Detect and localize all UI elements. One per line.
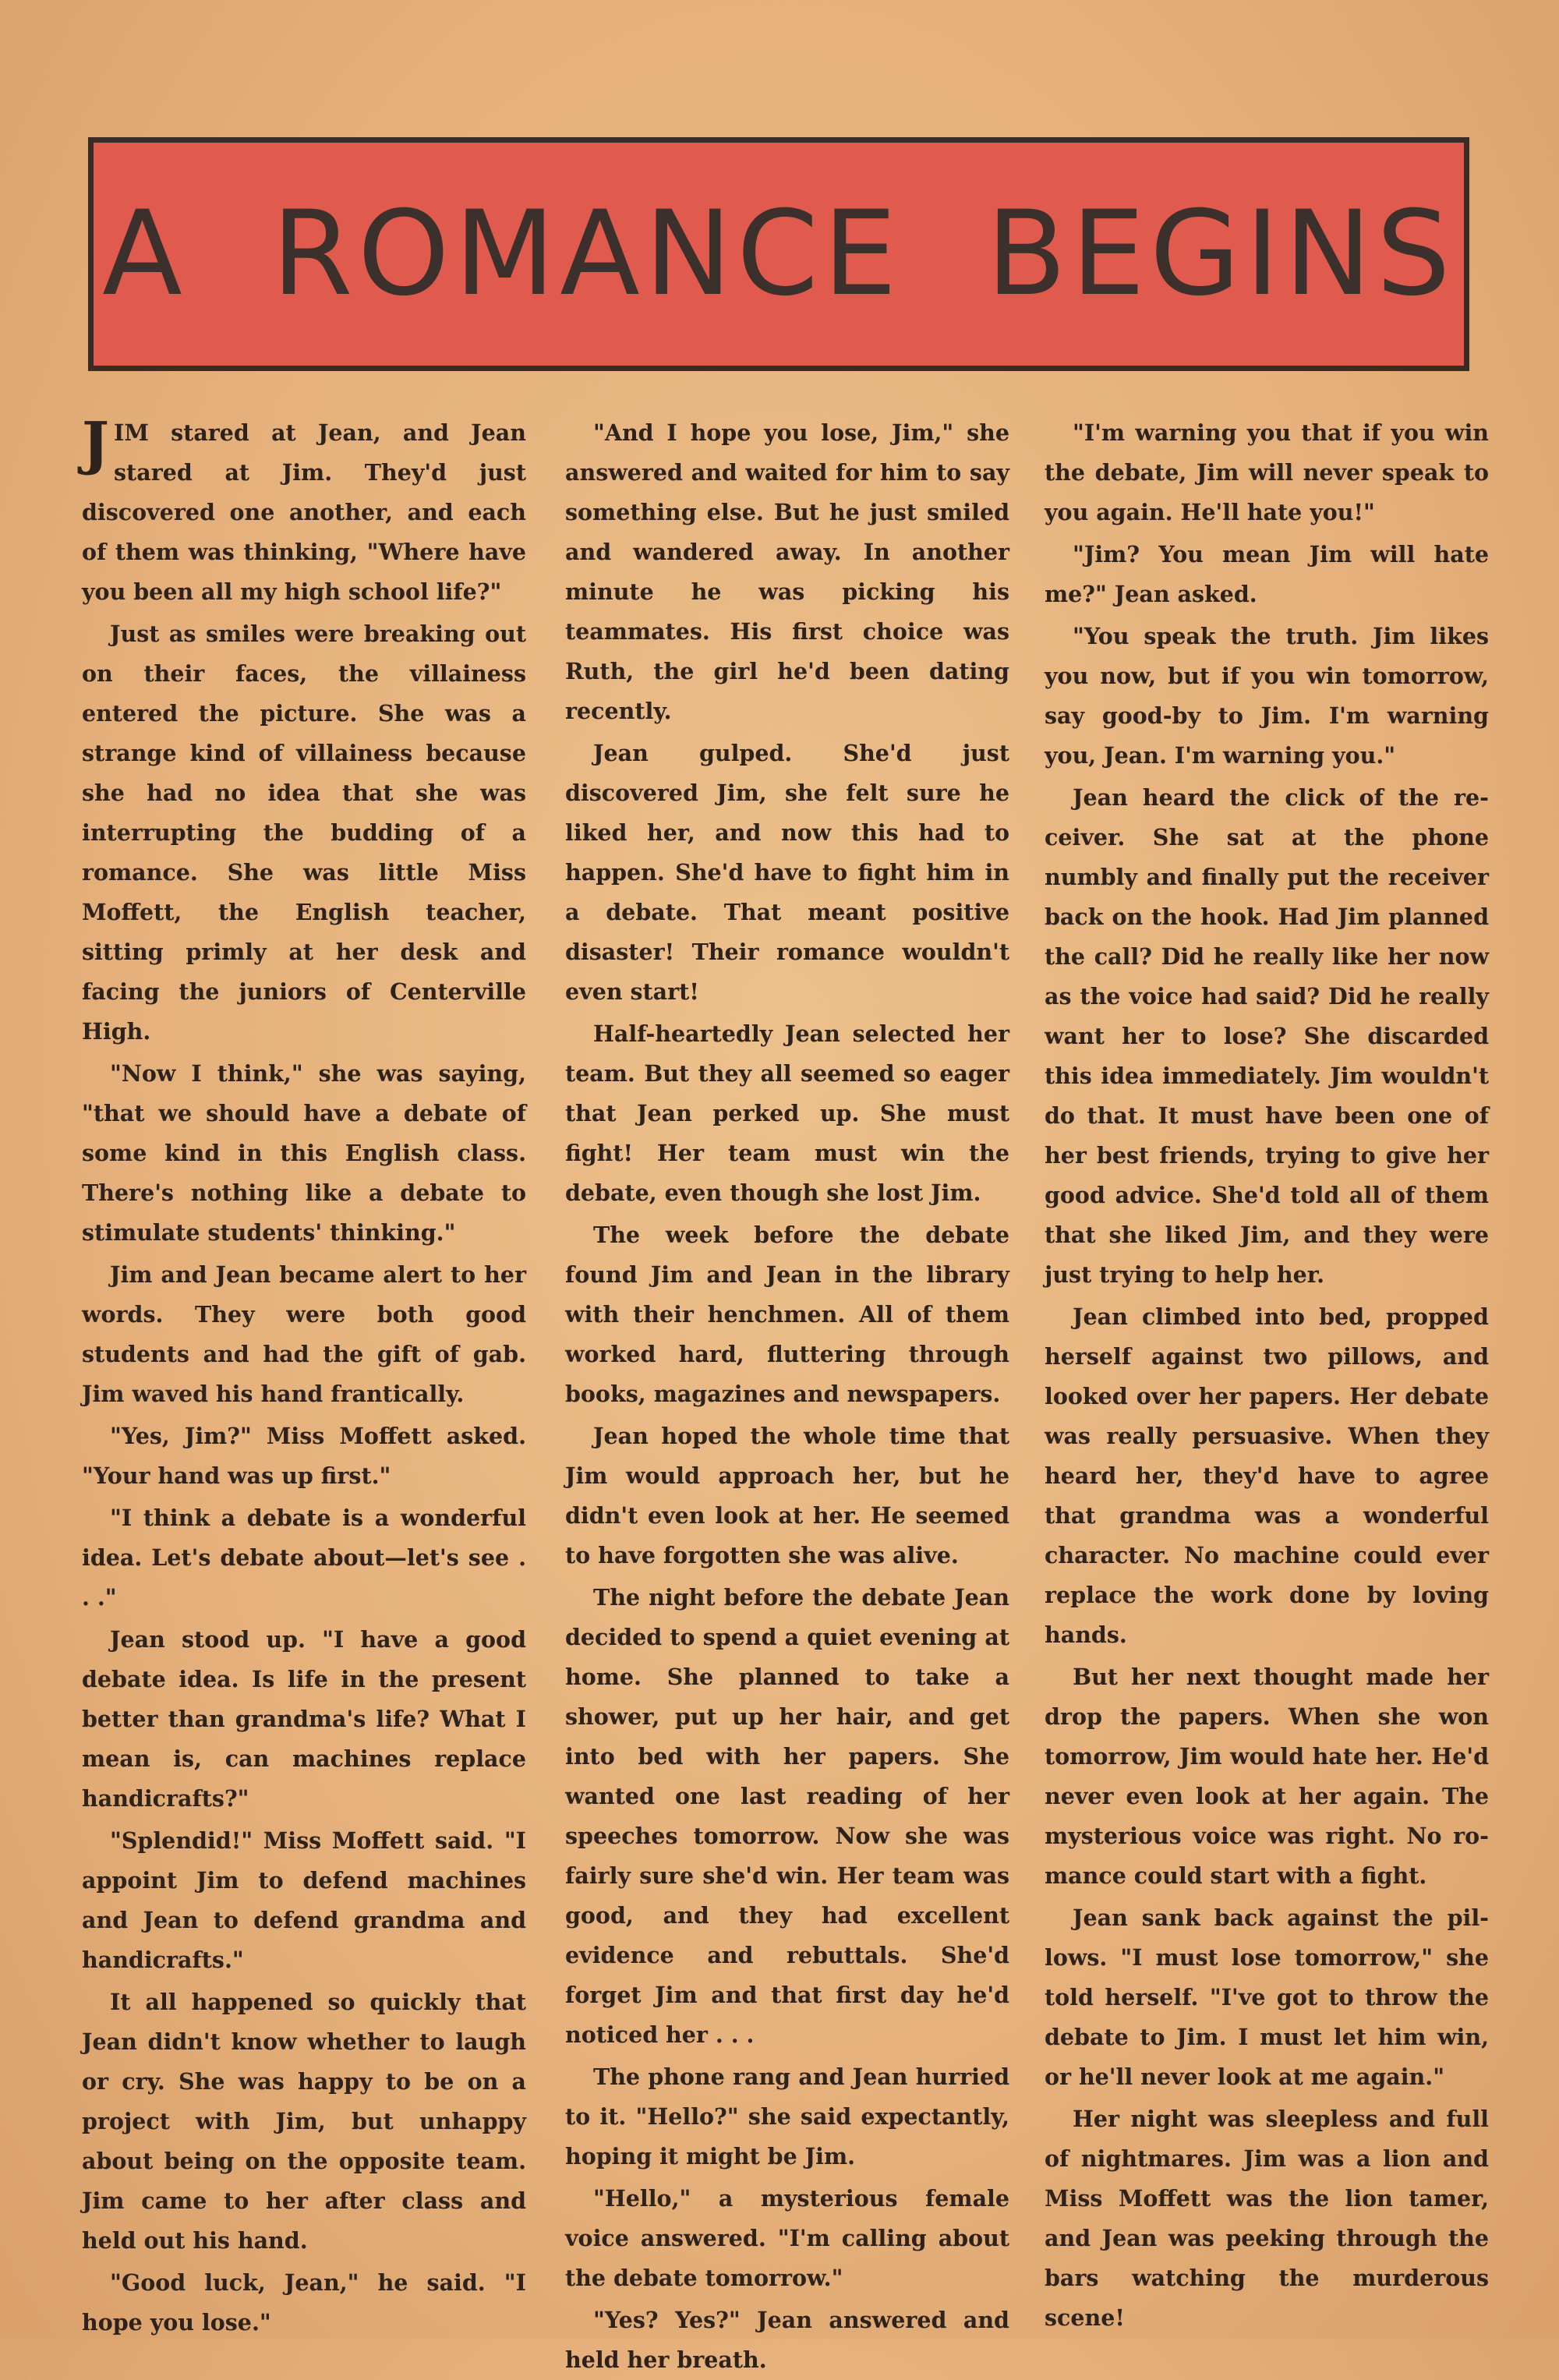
paragraph: It all happened so quickly that Jean didn't know whether to laugh or cry. She was happy to be on a project with Jim, but unhappy about being on the opposite team. Jim came to her after class and held out his hand. [82, 1989, 526, 2254]
paragraph: "Yes? Yes?" Jean answered and held her breath. [565, 2307, 1009, 2373]
paragraph: Jean hoped the whole time that Jim would approach her, but he didn't even look at her. He seemed to have forgotten she was alive. [565, 1423, 1009, 1568]
text-column-2 [565, 413, 1009, 2373]
text-column-3 [1045, 413, 1489, 2331]
paragraph: "Yes, Jim?" Miss Moffett asked. "Your hand was up first." [82, 1423, 526, 1489]
text-column-1 [82, 410, 526, 2336]
paragraph: "I think a debate is a wonderful idea. Let's debate about—let's see . . ." [82, 1505, 526, 1611]
paragraph: "Good luck, Jean," he said. "I hope you lose." [82, 2269, 526, 2336]
paragraph: "And I hope you lose, Jim," she answered and waited for him to say something else. But he just smiled and wandered away. In another minute he was picking his teammates. His first choice was Ruth, the girl he'd been dating recently. [565, 419, 1009, 724]
title-banner [88, 137, 1469, 371]
paragraph: "You speak the truth. Jim likes you now, but if you win tomorrow, say good-by to Jim. I'm warning you, Jean. I'm warning you." [1045, 623, 1489, 769]
paragraph [82, 410, 526, 612]
paragraph: Jean stood up. "I have a good debate idea. Is life in the present better than grandma's life? What I mean is, can machines replace handicrafts?" [82, 1626, 526, 1812]
paragraph: Jean gulped. She'd just discovered Jim, she felt sure he liked her, and now this had to happen. She'd have to fight him in a debate. That meant positive disaster! Their romance wouldn't even start! [565, 740, 1009, 1005]
paragraph: Just as smiles were breaking out on their faces, the villainess entered the picture. She was a strange kind of villainess because she had no idea that she was interrupting the budding of a romance. She was little Miss Moffett, the English teacher, sitting primly at her desk and facing the juniors of Centerville High. [82, 621, 526, 1045]
paragraph: The night before the debate Jean decided to spend a quiet evening at home. She planned to take a shower, put up her hair, and get into bed with her papers. She wanted one last reading of her speeches tomorrow. Now she was fairly sure she'd win. Her team was good, and they had excellent evidence and rebuttals. She'd forget Jim and that first day he'd noticed her . . . [565, 1584, 1009, 2048]
story-columns [82, 410, 1489, 2373]
paragraph: "Hello," a mysterious female voice answered. "I'm calling about the debate tomorrow." [565, 2185, 1009, 2291]
story-title: A ROMANCE BEGINS [102, 186, 1455, 322]
paragraph: "I'm warning you that if you win the debate, Jim will never speak to you again. He'll hate you!" [1045, 419, 1489, 525]
paragraph: Jean climbed into bed, propped herself against two pillows, and looked over her papers. Her debate was really persuasive. When they heard her, they'd have to agree that grandma was a wonderful character. No machine could ever replace the work done by loving hands. [1045, 1303, 1489, 1648]
paragraph: Jean heard the click of the receiver. She sat at the phone numbly and finally put the receiver back on the hook. Had Jim planned the call? Did he really like her now as the voice had said? Did he really want her to lose? She discarded this idea immediately. Jim wouldn't do that. It must have been one of her best friends, trying to give her good advice. She'd told all of them that she liked Jim, and they were just trying to help her. [1045, 784, 1489, 1288]
paragraph-text: IM stared at Jean, and Jean stared at Jim. They'd just discovered one another, and each of them was thinking, "Where have you been all my high school life?" [82, 419, 526, 605]
paragraph: The week before the debate found Jim and Jean in the library with their henchmen. All of them worked hard, fluttering through books, magazines and newspapers. [565, 1222, 1009, 1407]
paragraph: The phone rang and Jean hurried to it. "Hello?" she said expectantly, hoping it might be Jim. [565, 2063, 1009, 2170]
paragraph: "Now I think," she was saying, "that we should have a debate of some kind in this English class. There's nothing like a debate to stimulate students' thinking." [82, 1060, 526, 1246]
drop-cap: J [82, 410, 110, 477]
paragraph: Half-heartedly Jean selected her team. But they all seemed so eager that Jean perked up. She must fight! Her team must win the debate, even though she lost Jim. [565, 1020, 1009, 1206]
paragraph: Jean sank back against the pillows. "I must lose tomorrow," she told herself. "I've got to throw the debate to Jim. I must let him win, or he'll never look at me again." [1045, 1904, 1489, 2090]
paragraph: "Splendid!" Miss Moffett said. "I appoint Jim to defend machines and Jean to defend grandma and handicrafts." [82, 1827, 526, 1973]
paragraph: But her next thought made her drop the papers. When she won tomorrow, Jim would hate her. He'd never even look at her again. The mysterious voice was right. No romance could start with a fight. [1045, 1664, 1489, 1889]
paragraph: Jim and Jean became alert to her words. They were both good students and had the gift of gab. Jim waved his hand frantically. [82, 1261, 526, 1407]
paragraph: "Jim? You mean Jim will hate me?" Jean asked. [1045, 541, 1489, 607]
paragraph: Her night was sleepless and full of nightmares. Jim was a lion and Miss Moffett was the lion tamer, and Jean was peeking through the bars watching the murderous scene! [1045, 2106, 1489, 2331]
